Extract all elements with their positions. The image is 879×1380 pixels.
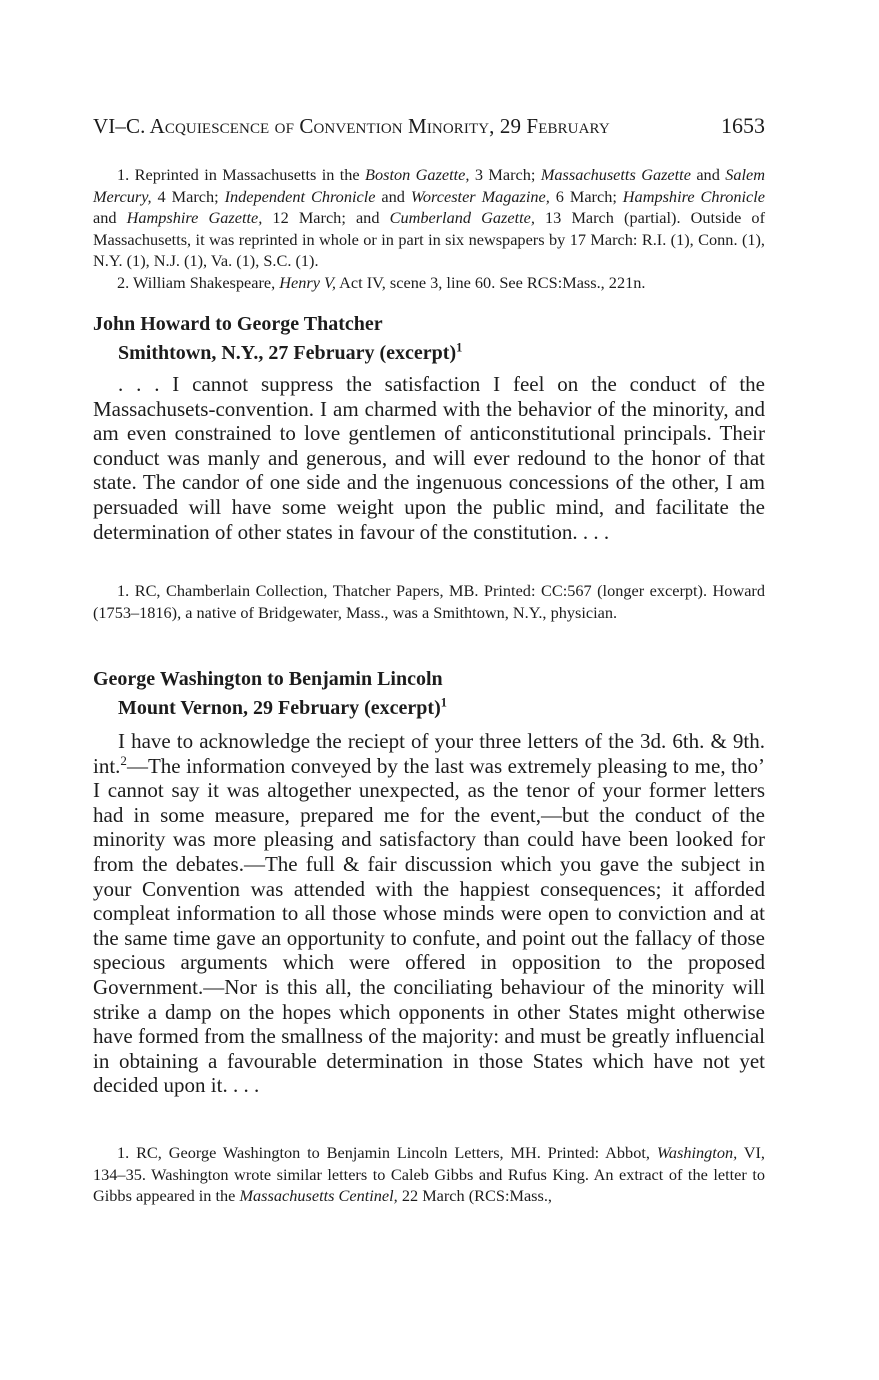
footnote-ref: 1 (440, 695, 447, 710)
footnote-ref: 2 (120, 752, 127, 768)
footnote-ref: 1 (456, 340, 463, 355)
running-head (93, 111, 765, 143)
letter-1-heading (93, 310, 765, 368)
running-head-title: VI–C. Acquiescence of Convention Minority, 29 February (93, 114, 610, 138)
footnote-1: 1. Reprinted in Massachusetts in the Boston Gazette, 3 March; Massachusetts Gazette and Salem Mercury, 4 March; Independent Chronicle and Worcester Magazine, 6 March; Hampshire Chronicle and Hampshire Gazette, 12 March; and Cumberland Gazette, 13 March (partial). Outside of Massachusetts, it was reprinted in whole or in part in six newspapers by 17 March: R.I. (1), Conn. (1), N.Y. (1), N.J. (1), Va. (1), S.C. (1). (93, 165, 766, 270)
letter-2-title: George Washington to Benjamin Lincoln (93, 668, 443, 690)
letter-2-body: I have to acknowledge the reciept of your three letters of the 3d. 6th. & 9th. int.$^2$—The information conveyed by the last was extremely pleasing to me, tho’ I cannot say it was altogether unexpected, as the tenor of your former letters had in some measure, prepared me for the event,—but the conduct of the minority was more pleasing and satisfactory than could have been looked for from the debates.—The full & fair discussion which you gave the subject in your Convention was attended with the happiest consequences; it afforded compleat information to all those whose minds were open to conviction and at the same time gave an opportunity to confute, and point out the fallacy of those specious arguments which were offered in opposition to the proposed Government.—Nor is this all, the conciliating behaviour of the minority will strike a damp on the hopes which opponents in other States might otherwise have formed from the smallness of the majority: and must be greatly influencial in obtaining a favourable determination in those States which have not yet decided upon it. . . . (93, 729, 765, 1098)
letter-2-heading (93, 665, 765, 723)
top-footnotes (93, 164, 765, 293)
letter-1-footnote: 1. RC, Chamberlain Collection, Thatcher Papers, MB. Printed: CC:567 (longer excerpt). Howard (1753–1816), a native of Bridgewater, Mass., was a Smithtown, N.Y., physician. (93, 581, 765, 622)
footnote-2: 2. William Shakespeare, Henry V, Act IV, scene 3, line 60. See RCS:Mass., 221n. (117, 272, 646, 292)
letter-1-dateline: Smithtown, N.Y., 27 February (excerpt)$^1$ (118, 340, 463, 364)
page-number: 1653 (721, 113, 765, 138)
letter-2-footnote: 1. RC, George Washington to Benjamin Lincoln Letters, MH. Printed: Abbot, Washington, VI, 134–35. Washington wrote similar letters to Caleb Gibbs and Rufus King. An extract of the letter to Gibbs appeared in the Massachusetts Centinel, 22 March (RCS:Mass., (93, 1143, 766, 1205)
letter-1-title: John Howard to George Thatcher (93, 313, 383, 335)
letter-1-body: . . . I cannot suppress the satisfaction I feel on the conduct of the Massachusets-convention. I am charmed with the behavior of the minority, and am even constrained to love gentlemen of anticonstitutional principals. Their conduct was manly and generous, and will ever redound to the honor of that state. The candor of one side and the ingenuous concessions of the other, I am persuaded will have some weight upon the public mind, and facilitate the determination of other states in favour of the constitution. . . . (93, 372, 765, 544)
letter-2-dateline: Mount Vernon, 29 February (excerpt)$^1$ (118, 695, 447, 719)
